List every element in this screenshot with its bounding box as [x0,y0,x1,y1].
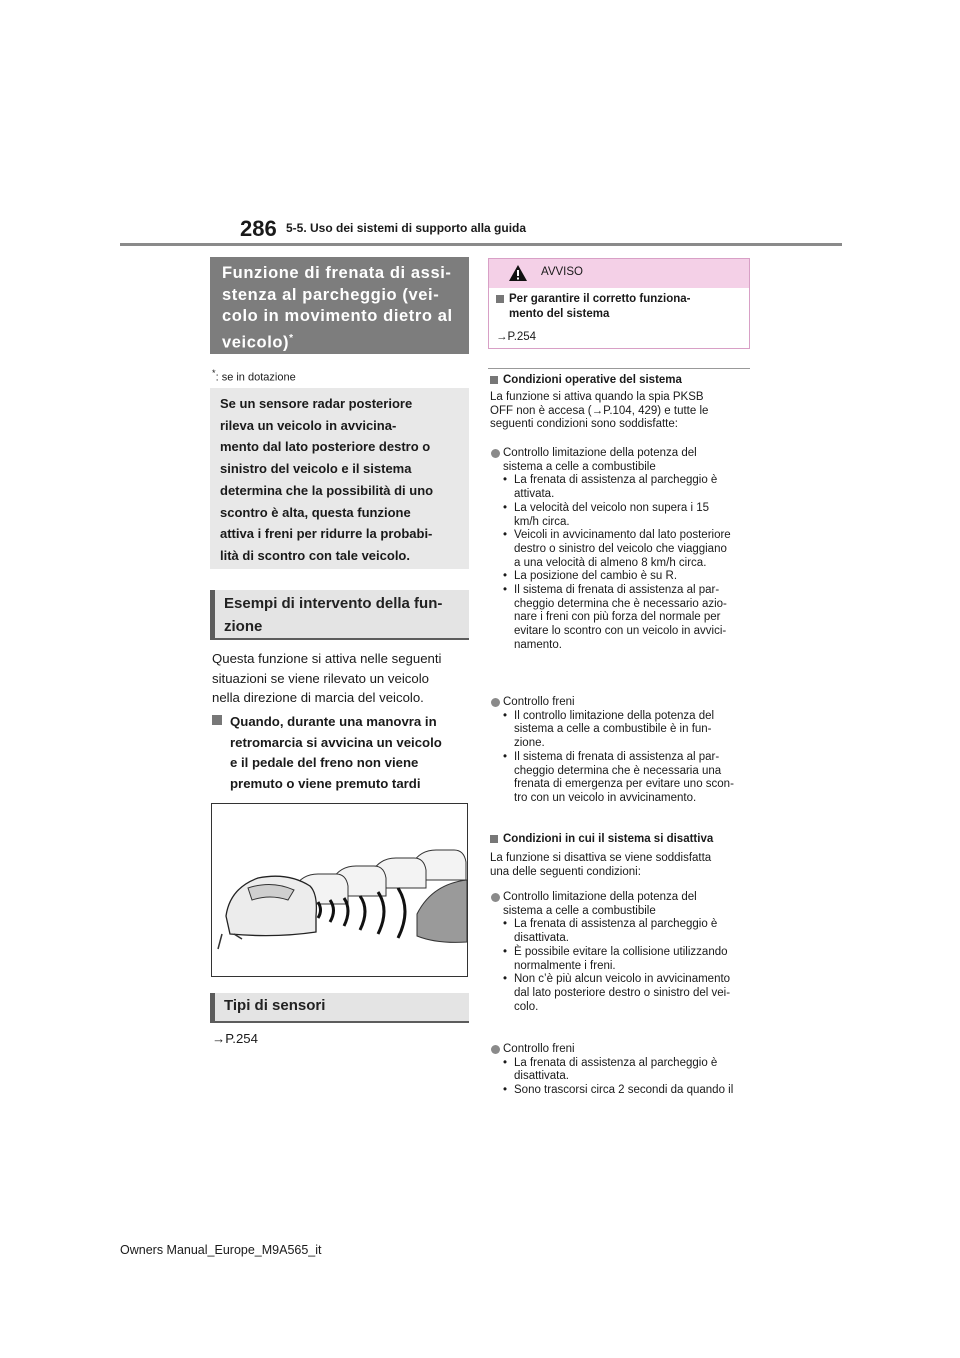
circle-bullet-icon [491,1045,500,1054]
op-condition: • La posizione del cambio è su R. [503,570,752,584]
warning-reference[interactable]: →P.254 [496,331,537,343]
summary-line: sinistro del veicolo e il sistema [220,461,412,477]
op-heading-text: Condizioni operative del sistema [503,374,682,386]
footnote-text: : se in dotazione [215,371,296,384]
summary-line: determina che la possibilità di uno [220,482,434,498]
op-condition: • Il controllo limitazione della potenza del sistema a celle a combustibile è in fun- zione. [503,710,752,751]
op-condition: • La frenata di assistenza al parcheggio è attivata. [503,474,752,501]
warning-label: AVVISO [541,266,583,278]
warning-item [496,292,749,322]
feature-title [210,257,469,354]
parking-illustration [211,803,468,977]
bullet-line: Quando, durante una manovra in [230,714,437,729]
op-intro-line: La funzione si attiva quando la spia PKSB [490,391,704,403]
summary-line: mento dal lato posteriore destro o [220,439,431,455]
op-item-power [490,447,752,653]
off-intro-line: una delle seguenti condizioni: [490,865,641,878]
off-condition: • È possibile evitare la collisione utilizzando normalmente i freni. [503,946,752,973]
square-bullet-icon [212,715,222,725]
summary-line: lità di scontro con tale veicolo. [220,547,410,563]
summary-box [210,388,469,569]
warning-item-line: mento del sistema [509,308,610,320]
bullet-line: premuto o viene premuto tardi [230,775,421,791]
op-intro [490,391,752,432]
circle-bullet-icon [491,893,500,902]
op-item-brakes-title: Controllo freni [503,696,575,708]
off-condition: • La frenata di assistenza al parcheggio è disattivata. [503,918,752,945]
off-item-power-title: Controllo limitazione della potenza del sistema a celle a combustibile [503,891,697,917]
summary-line: scontro è alta, questa funzione [220,504,411,520]
divider [488,368,750,369]
page-number: 286 [240,216,277,241]
warning-header [489,259,749,288]
square-bullet-icon [490,835,498,843]
heading-sensor-types: Tipi di sensori [210,993,469,1023]
circle-bullet-icon [491,698,500,707]
example-bullet [212,712,470,794]
heading-line: zione [224,618,263,635]
op-intro-line: OFF non è accesa (→P.104, 429) e tutte le [490,404,709,417]
square-bullet-icon [496,295,504,303]
off-heading [490,833,752,847]
off-intro [490,852,752,879]
op-condition: • La velocità del veicolo non supera i 15 km/h circa. [503,502,752,529]
off-item-power [490,891,752,1014]
off-condition: • Non c’è più alcun veicolo in avvicinamento dal lato posteriore destro o sinistro del vei- colo. [503,973,752,1014]
summary-line: Se un sensore radar posteriore [220,396,413,411]
feature-title-line: veicolo) [222,333,290,351]
intro-line: situazioni se viene rilevato un veicolo [212,670,429,686]
page-reference[interactable]: →P.254 [212,1031,258,1046]
off-heading-text: Condizioni in cui il sistema si disattiva [503,833,714,845]
warning-item-line: Per garantire il corretto funziona- [509,293,691,305]
feature-title-line: stenza al parcheggio (vei- [222,285,440,304]
intro-line: nella direzione di marcia del veicolo. [212,690,424,705]
op-condition: • Il sistema di frenata di assistenza al par- cheggio determina che è necessario azio- nare i freni con più forza del normale per evitare lo scontro con un veicolo in avvici- namento. [503,584,752,653]
feature-title-line: colo in movimento dietro al [222,307,453,325]
footnote-star: * [212,368,216,378]
section-title: 5-5. Uso dei sistemi di supporto alla guida [286,221,527,235]
warning-box [488,258,750,349]
reversing-car-illustration [212,804,467,976]
summary-line: attiva i freni per ridurre la probabi- [220,526,433,542]
off-condition: • Sono trascorsi circa 2 secondi da quando il [503,1084,752,1098]
examples-intro [212,649,470,708]
bullet-line: e il pedale del freno non viene [230,755,419,770]
off-intro-line: La funzione si disattiva se viene soddisfatta [490,852,712,864]
intro-line: Questa funzione si attiva nelle seguenti [212,651,442,666]
footnote [212,368,296,384]
op-condition: • Il sistema di frenata di assistenza al par- cheggio determina che è necessaria una frenata di emergenza per evitare uno scon- tro con un veicolo in avvicinamento. [503,751,752,806]
op-item-power-title: Controllo limitazione della potenza del sistema a celle a combustibile [503,447,697,473]
square-bullet-icon [490,376,498,384]
summary-line: rileva un veicolo in avvicina- [220,417,397,433]
op-heading [490,374,752,388]
bullet-line: retromarcia si avvicina un veicolo [230,734,442,750]
header-rule [120,243,842,246]
feature-title-line: Funzione di frenata di assi- [222,264,452,282]
off-condition: • La frenata di assistenza al parcheggio è disattivata. [503,1057,752,1084]
heading-examples [210,590,469,640]
off-item-brakes-title: Controllo freni [503,1043,575,1055]
warning-triangle-icon [508,264,528,282]
footer: Owners Manual_Europe_M9A565_it [120,1243,322,1257]
op-condition: • Veicoli in avvicinamento dal lato posteriore destro o sinistro del veicolo che viaggiano a una velocità di almeno 8 km/h circa. [503,529,752,570]
off-item-brakes [490,1043,752,1098]
op-item-brakes [490,696,752,806]
heading-line: Esempi di intervento della fun- [224,595,443,612]
op-intro-line: seguenti condizioni sono soddisfatte: [490,418,678,431]
circle-bullet-icon [491,449,500,458]
asterisk: * [289,332,294,344]
